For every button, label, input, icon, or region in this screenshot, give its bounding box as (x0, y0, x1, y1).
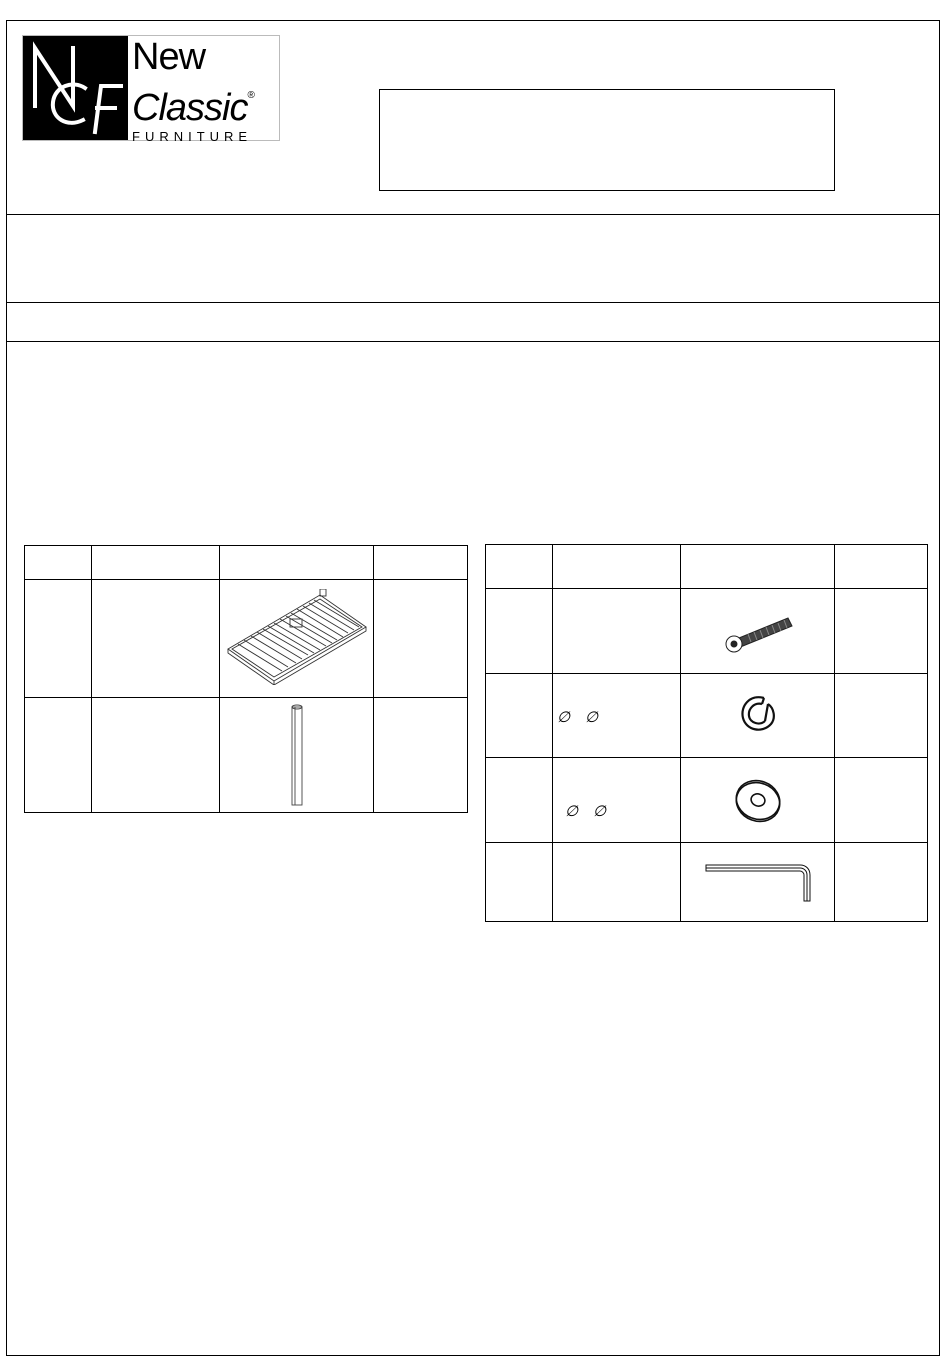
table-cell (92, 580, 220, 698)
diameter-symbol: ∅ (565, 803, 579, 820)
table-cell (553, 589, 681, 674)
diameter-symbol: ∅ (557, 709, 571, 726)
table-cell (374, 580, 468, 698)
parts-col-1-header (25, 546, 92, 580)
hardware-table (485, 544, 928, 922)
table-cell (374, 698, 468, 813)
hardware-col-4-header (835, 545, 928, 589)
hardware-row-4 (486, 843, 928, 922)
parts-table-header (25, 546, 468, 580)
table-cell (486, 758, 553, 843)
table-cell (25, 698, 92, 813)
diameter-symbol: ∅ (593, 803, 607, 820)
parts-row-2 (25, 698, 468, 813)
parts-table (24, 545, 468, 813)
allen-wrench-drawing (681, 843, 835, 922)
flat-washer-drawing (681, 758, 835, 843)
hardware-row-1 (486, 589, 928, 674)
parts-col-3-header (220, 546, 374, 580)
hardware-col-3-header (681, 545, 835, 589)
table-cell (835, 758, 928, 843)
hardware-table-header (486, 545, 928, 589)
table-cell (92, 698, 220, 813)
hex-socket-bolt-drawing (681, 589, 835, 674)
hardware-col-1-header (486, 545, 553, 589)
table-cell (835, 589, 928, 674)
diameter-spec-cell (553, 674, 681, 758)
table-cell (835, 843, 928, 922)
parts-col-2-header (92, 546, 220, 580)
table-cell (553, 843, 681, 922)
table-cell (486, 674, 553, 758)
hardware-row-3 (486, 758, 928, 843)
header-divider (6, 214, 940, 215)
logo-line-furniture: FURNITURE (132, 129, 253, 144)
company-logo (22, 35, 280, 144)
table-cell (486, 843, 553, 922)
split-lock-washer-drawing (681, 674, 835, 758)
diameter-spec-cell (553, 758, 681, 843)
leg-post-drawing (220, 698, 374, 813)
diameter-symbol: ∅ (585, 709, 599, 726)
ncf-monogram (23, 36, 128, 140)
section-divider-2 (6, 341, 940, 342)
hardware-row-2 (486, 674, 928, 758)
title-box (379, 89, 835, 191)
table-cell (835, 674, 928, 758)
bed-frame-slats-drawing (220, 580, 374, 698)
parts-row-1 (25, 580, 468, 698)
logo-line-classic: Classic® (132, 87, 254, 129)
table-cell (25, 580, 92, 698)
table-cell (486, 589, 553, 674)
hardware-col-2-header (553, 545, 681, 589)
logo-wordmark (132, 38, 254, 144)
logo-line-new: New (132, 36, 206, 78)
section-divider-1 (6, 302, 940, 303)
parts-col-4-header (374, 546, 468, 580)
